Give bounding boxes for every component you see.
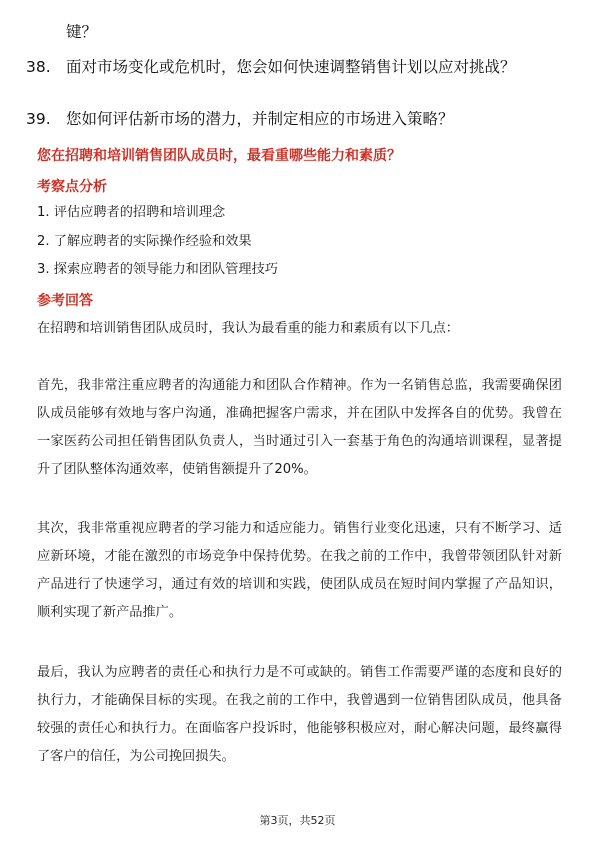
question-item-38 [26,56,546,78]
analysis-point: 3. 探索应聘者的领导能力和团队管理技巧 [37,262,278,277]
answer-paragraph-1: 首先，我非常注重应聘者的沟通能力和团队合作精神。作为一名销售总监，我需要确保团队成员能够有效地与客户沟通，准确把握客户需求，并在团队中发挥各自的优势。我曾在一家医药公司担任销售团队负责人，当时通过引入一套基于角色的沟通培训课程，显著提升了团队整体沟通效率，使销售额提升了20%。 [37,378,562,477]
question-number: 39. [26,110,51,128]
question-text: 您如何评估新市场的潜力，并制定相应的市场进入策略？ [66,110,454,128]
analysis-point: 2. 了解应聘者的实际操作经验和效果 [37,234,252,249]
question-text: 面对市场变化或危机时，您会如何快速调整销售计划以应对挑战？ [66,58,516,76]
answer-intro: 在招聘和培训销售团队成员时，我认为最看重的能力和素质有以下几点： [37,321,459,336]
focus-question-heading: 您在招聘和培训销售团队成员时，最看重哪些能力和素质？ [37,148,401,164]
question-number: 38. [26,58,51,76]
answer-heading: 参考回答 [37,293,93,309]
answer-paragraph-3: 最后，我认为应聘者的责任心和执行力是不可或缺的。销售工作需要严谨的态度和良好的执行力，才能确保目标的实现。在我之前的工作中，我曾遇到一位销售团队成员，他具备较强的责任心和执行力。在面临客户投诉时，他能够积极应对，耐心解决问题，最终赢得了客户的信任，为公司挽回损失。 [37,665,562,764]
analysis-heading: 考察点分析 [37,179,107,195]
answer-paragraph-2: 其次，我非常重视应聘者的学习能力和适应能力。销售行业变化迅速，只有不断学习、适应新环境，才能在激烈的市场竞争中保持优势。在我之前的工作中，我曾带领团队针对新产品进行了快速学习，通过有效的培训和实践，使团队成员在短时间内掌握了产品知识，顺利实现了新产品推广。 [37,521,562,620]
question-continuation: 键？ [66,23,98,41]
analysis-point: 1. 评估应聘者的招聘和培训理念 [37,205,226,220]
page-footer: 第3页，共52页 [259,814,336,827]
question-item-39 [26,108,546,130]
